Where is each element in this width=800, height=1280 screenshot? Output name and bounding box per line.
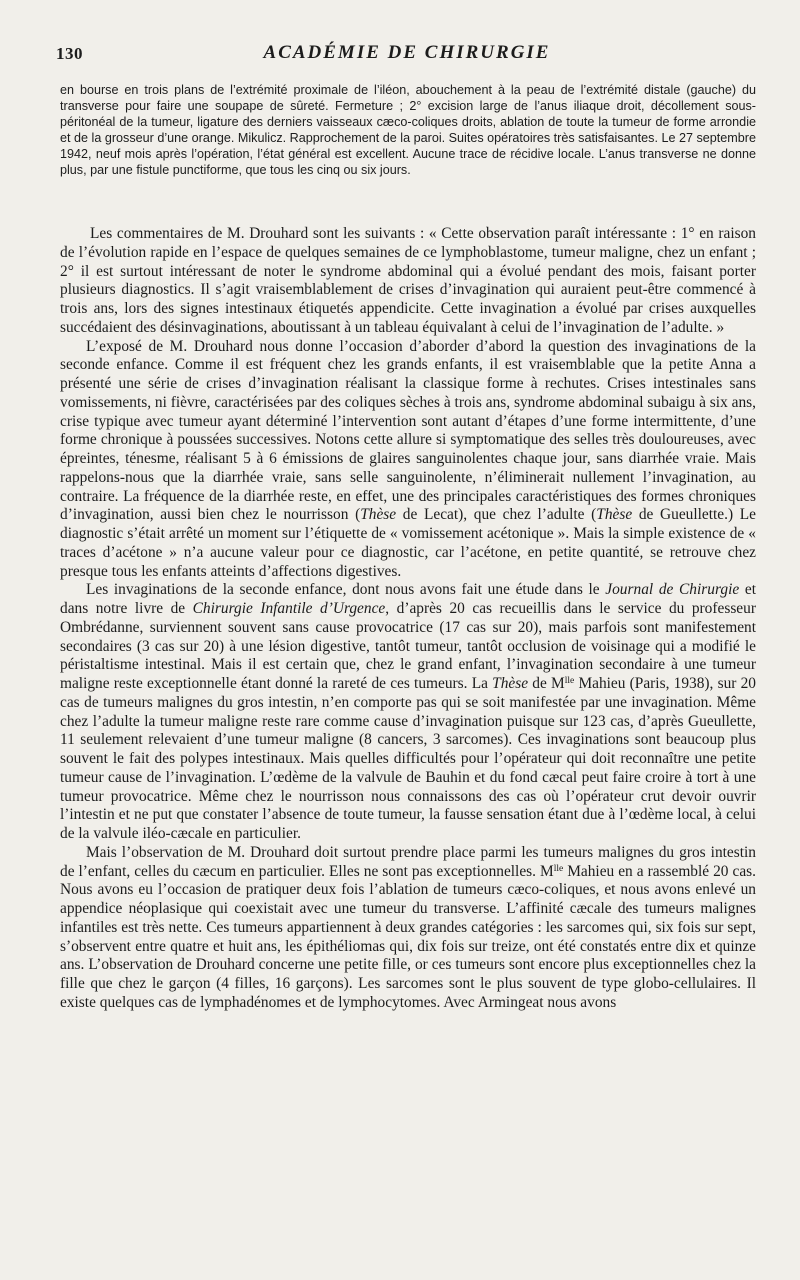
citation-these-lecat: Thèse bbox=[360, 506, 397, 524]
citation-journal: Journal de Chirurgie bbox=[605, 581, 740, 599]
page-header bbox=[56, 40, 758, 70]
procedure-note: en bourse en trois plans de l’extrémité proximale de l’iléon, abouchement à la peau de l’extrémité distale (gauche) du transverse pour faire une soupape de sûreté. Fermeture ; 2° excision large de l’anus iliaque droit, décollement sous-péritonéal de la tumeur, ligature des derniers vaisseaux cæco-coliques droits, ablation de toute la tumeur de forme arrondie et de la grosseur d’une orange. Mikulicz. Rapprochement de la paroi. Suites opératoires très satisfaisantes. Le 27 septembre 1942, neuf mois après l’opération, l’état général est excellent. Aucune trace de récidive locale. L’anus transverse ne donne plus, par une fistule punctiforme, que tous les cinq ou six jours. bbox=[60, 83, 756, 178]
citation-these-mahieu: Thèse bbox=[492, 675, 529, 692]
paragraph-commentary: Les commentaires de M. Drouhard sont les suivants : « Cette observation paraît intéressante : 1° en raison de l’évolution rapide en l’espace de quelques semaines de ce lymphoblastome, tumeur maligne, chez un enfant ; 2° il est surtout intéressant de noter le syndrome abdominal qui a évolué pendant des mois, faisant porter plusieurs diagnostics. Il s’agit vraisemblablement de crises d’invagination qui auraient peut-être commencé à trois ans, lors des signes intestinaux étiquetés appendicite. Cette invagination a évolué par crises auxquelles succédaient des désinvaginations, aboutissant à un tableau équivalant à celui de l’invagination de l’adulte. » bbox=[60, 225, 756, 336]
running-title: ACADÉMIE DE CHIRURGIE bbox=[263, 42, 551, 63]
paragraph-second-childhood: Les invaginations de la seconde enfance, dont nous avons fait une étude dans le Journal de Chirurgie et dans notre livre de Chirurgie Infantile d’Urgence, d’après 20 cas recueillis dans le service du professeur Ombrédanne, surviennent souvent sans cause provocatrice (17 cas sur 20), mais parfois sont manifestement secondaires (3 cas sur 20) à une lésion digestive, tantôt tumeur, tantôt occlusion de voisinage qui a modifié le péristaltisme intestinal. Mais il est certain que, chez le grand enfant, l’invagination secondaire à une tumeur maligne reste exceptionnelle étant donné la rareté de ces tumeurs. La Thèse de $M^{lle}$ Mahieu (Paris, 1938), sur 20 cas de tumeurs malignes du gros intestin, n’en comporte pas qui se soit manifestée par une invagination. Même chez l’adulte la tumeur maligne reste rare comme cause d’invagination puisque sur 123 cas, d’après Gueullette, 11 seulement relevaient d’une tumeur maligne (8 cancers, 3 sarcomes). Ces invaginations sont beaucoup plus souvent le fait des polypes intestinaux. Mais quelles difficultés pour l’opérateur qui doit reconnaître une petite tumeur cause de l’invagination. L’œdème de la valvule de Bauhin et du fond cæcal peut faire croire à tort à une tumeur provocatrice. Même chez le nourrisson nous connaissons des cas où l’opérateur crut devoir ouvrir l’intestin et ne put que constater l’absence de toute tumeur, la fausse sensation étant due à l’œdème local, à celui de la valvule iléo-cæcale en particulier. bbox=[60, 581, 756, 842]
paragraph-invagination: L’exposé de M. Drouhard nous donne l’occasion d’aborder d’abord la question des invaginations de la seconde enfance. Comme il est fréquent chez les grands enfants, il est vraisemblable que la petite Anna a présenté une série de crises d’invagination réalisant la classique forme à rechutes. Crises intestinales sans vomissements, ni fièvre, caractérisées par des coliques sèches à trois ans, syndrome abdominal subaigu à six ans, crise typique avec tumeur ayant déterminé l’intervention sont autant d’étapes d’une forme intermittente, d’une forme chronique à poussées successives. Notons cette allure si symptomatique des selles très douloureuses, avec épreintes, ténesme, réalisant 5 à 6 émissions de glaires sanguinolentes chaque jour, sans diarrhée vraie. Mais rappelons-nous que la diarrhée vraie, sans selle sanguinolente, n’éliminerait nullement l’invagination, au contraire. La fréquence de la diarrhée reste, en effet, une des principales caractéristiques des formes chroniques d’invagination, aussi bien chez le nourrisson (Thèse de Lecat), que chez l’adulte (Thèse de Gueullette.) Le diagnostic s’était arrêté un moment sur l’étiquette de « vomissement acétonique ». Mais la simple existence de « traces d’acétone » n’a aucune valeur pour ce diagnostic, car l’acétone, en petite quantité, se retrouve chez presque tous les enfants atteints d’affections digestives. bbox=[60, 337, 756, 580]
page-number: 130 bbox=[56, 44, 83, 63]
article-body bbox=[60, 225, 756, 1013]
citation-these-gueullette: Thèse bbox=[596, 506, 633, 524]
citation-book: Chirurgie Infantile d’Urgence bbox=[192, 600, 386, 617]
paragraph-malignant-tumors: Mais l’observation de M. Drouhard doit surtout prendre place parmi les tumeurs malignes du gros intestin de l’enfant, celles du cæcum en particulier. Elles ne sont pas exceptionnelles. $M^{lle}$ Mahieu en a rassemblé 20 cas. Nous avons eu l’occasion de pratiquer deux fois l’ablation de tumeurs cæco-coliques, et nous avons enlevé un appendice néoplasique qui coexistait avec une tumeur du transverse. L’affinité cæcale des tumeurs malignes infantiles est très nette. Ces tumeurs appartiennent à deux grandes catégories : les sarcomes qui, six fois sur sept, s’observent entre quatre et huit ans, les épithéliomas qui, dix fois sur treize, ont été constatés entre dix et quinze ans. L’observation de Drouhard concerne une petite fille, or ces tumeurs sont encore plus exceptionnelles chez la fille que chez le garçon (4 filles, 16 garçons). Les sarcomes sont le plus souvent de type globo-cellulaires. Il existe quelques cas de lymphadénomes et de lymphocytomes. Avec Armingeat nous avons bbox=[60, 843, 756, 1011]
